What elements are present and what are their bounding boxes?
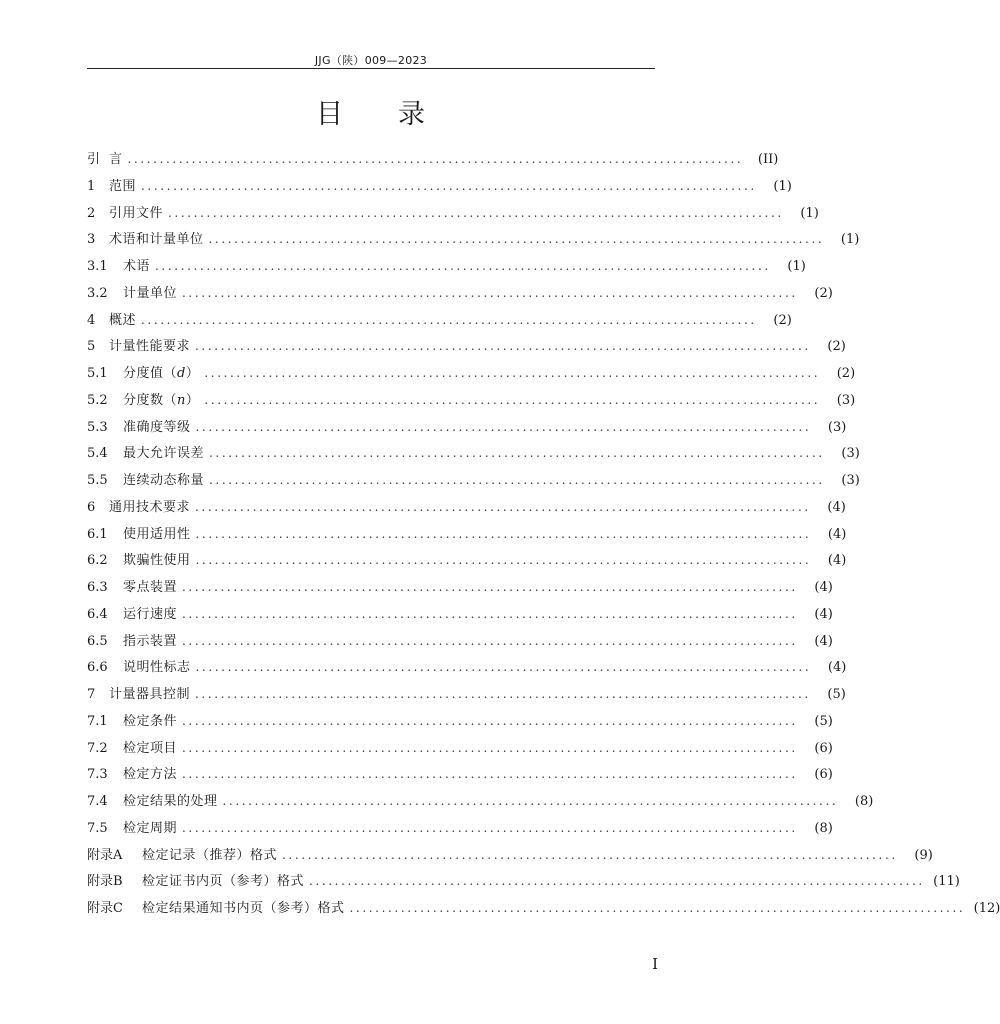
toc-entry-label-text: 术语和计量单位	[109, 232, 204, 248]
table-of-contents	[87, 146, 1000, 922]
toc-entry[interactable]	[87, 654, 847, 681]
toc-entry[interactable]	[87, 815, 833, 842]
toc-entry-number: 2	[87, 205, 96, 221]
toc-entry-label	[109, 174, 136, 201]
toc-entry-label-text: 计量器具控制	[109, 687, 191, 702]
toc-entry-label	[123, 736, 177, 763]
toc-entry-label	[109, 334, 190, 361]
toc-dot-leader: ................................................................................................	[182, 820, 798, 835]
toc-entry-label	[109, 495, 190, 522]
toc-entry-label-text: 检定项目	[123, 740, 178, 756]
toc-dot-leader: ................................................................................................	[168, 205, 784, 220]
toc-entry[interactable]	[87, 547, 847, 574]
toc-entry-label-text: 说明性标志	[123, 660, 191, 676]
toc-entry[interactable]	[87, 628, 833, 655]
toc-dot-leader: ................................................................................................	[182, 740, 798, 755]
toc-entry-number: 5.3	[87, 419, 108, 435]
toc-entry-number: 7.3	[87, 767, 108, 783]
toc-entry-label	[142, 869, 304, 896]
toc-entry-label	[123, 254, 150, 281]
toc-dot-leader: ................................................................................................	[208, 232, 825, 247]
toc-entry-label-text: 概述	[109, 312, 137, 328]
toc-dot-leader: ................................................................................................	[222, 794, 839, 808]
toc-dot-leader: ................................................................................................	[141, 178, 757, 193]
toc-entry-label-text: 检定结果的处理	[123, 794, 218, 809]
toc-dot-leader: ................................................................................................	[195, 339, 811, 354]
toc-entry-label	[109, 682, 190, 709]
toc-dot-leader: ................................................................................................	[182, 285, 798, 300]
toc-entry[interactable]	[87, 761, 833, 788]
toc-entry[interactable]	[87, 146, 779, 173]
toc-entry[interactable]	[87, 333, 846, 360]
toc-entry[interactable]	[87, 601, 833, 628]
toc-entry-label	[142, 896, 345, 923]
toc-dot-leader: ................................................................................................	[195, 499, 811, 514]
toc-entry-symbol: d	[177, 366, 186, 381]
toc-entry-page: (3)	[836, 392, 856, 408]
header-rule	[87, 68, 655, 69]
toc-entry-label	[142, 843, 277, 870]
toc-entry-page: (1)	[800, 205, 819, 221]
toc-entry-number: 5.1	[87, 366, 108, 381]
toc-entry-number: 6	[87, 499, 96, 515]
toc-entry-label-text: 最大允许误差	[123, 446, 205, 462]
toc-entry[interactable]	[87, 440, 860, 467]
toc-entry-number: 7.4	[87, 794, 108, 809]
toc-entry-page: (3)	[827, 419, 847, 435]
toc-entry-label	[123, 361, 199, 388]
toc-entry-number: 附录C	[87, 901, 123, 916]
toc-entry-label-text: 分度数（	[123, 392, 178, 408]
toc-entry-number: 6.4	[87, 606, 108, 622]
toc-entry-label	[123, 441, 204, 468]
toc-entry-number: 3.2	[87, 285, 108, 301]
toc-entry-label	[123, 789, 218, 816]
toc-dot-leader: ................................................................................................	[182, 767, 798, 782]
toc-entry-page: (3)	[841, 473, 860, 488]
title-char-1: 目	[316, 99, 344, 130]
toc-entry-label	[123, 816, 177, 843]
toc-entry-label	[123, 388, 199, 415]
toc-dot-leader: ................................................................................................	[209, 473, 825, 487]
page-number: I	[652, 955, 658, 973]
toc-entry-label-text: 零点装置	[123, 580, 178, 595]
title-char-2: 录	[398, 99, 426, 130]
toc-entry-number: 5.4	[87, 446, 108, 462]
toc-dot-leader: ................................................................................................	[182, 713, 798, 728]
toc-entry-page: (4)	[827, 499, 846, 515]
toc-entry[interactable]	[87, 521, 847, 548]
toc-entry-page: (11)	[933, 874, 960, 890]
toc-entry-number: 6.2	[87, 553, 108, 569]
toc-dot-leader: ................................................................................................	[182, 633, 798, 648]
toc-entry-number: 引	[87, 152, 101, 167]
toc-dot-leader: ................................................................................................	[209, 446, 825, 461]
toc-entry[interactable]	[87, 307, 792, 334]
toc-entry[interactable]	[87, 842, 933, 869]
toc-dot-leader: ................................................................................................	[282, 847, 898, 862]
toc-entry-page: (1)	[840, 232, 860, 248]
toc-entry-page: (4)	[814, 633, 833, 649]
toc-dot-leader: ................................................................................................	[127, 152, 744, 166]
toc-entry-label-text: 检定结果通知书内页（参考）格式	[142, 901, 345, 916]
toc-entry-page: (2)	[814, 285, 833, 301]
toc-entry-number: 3	[87, 232, 96, 248]
toc-entry-number: 5	[87, 339, 96, 355]
toc-entry-label	[123, 709, 177, 736]
toc-entry[interactable]	[87, 253, 806, 280]
toc-entry[interactable]	[87, 280, 833, 307]
toc-entry-label-text: 检定条件	[123, 713, 178, 729]
toc-entry-label-text: 检定周期	[123, 820, 178, 836]
toc-entry-label-text: 运行速度	[123, 606, 178, 622]
toc-entry-label	[123, 548, 191, 575]
toc-entry-number: 1	[87, 178, 96, 194]
toc-dot-leader: ................................................................................................	[195, 526, 812, 541]
toc-dot-leader: ................................................................................................	[182, 580, 798, 594]
toc-dot-leader: ................................................................................................	[182, 606, 798, 621]
toc-entry[interactable]	[87, 494, 846, 521]
toc-entry-label	[109, 227, 204, 254]
toc-entry-page: (II)	[757, 152, 779, 167]
toc-entry-label-text: 言	[109, 152, 123, 167]
toc-entry-number: 3.1	[87, 259, 108, 274]
toc-entry-label	[123, 602, 177, 629]
toc-dot-leader: ................................................................................................	[309, 874, 925, 889]
toc-entry-page: (8)	[814, 820, 833, 836]
toc-entry-label-text: ）	[185, 366, 200, 381]
toc-dot-leader: ................................................................................................	[195, 660, 812, 675]
toc-entry-number: 5.2	[87, 392, 108, 408]
toc-entry-number: 6.3	[87, 580, 108, 595]
toc-dot-leader: ................................................................................................	[349, 901, 966, 915]
toc-dot-leader: ................................................................................................	[204, 392, 821, 407]
toc-entry-label	[123, 415, 191, 442]
toc-entry-label-text: 范围	[109, 178, 137, 194]
toc-entry-number: 7	[87, 687, 96, 702]
toc-entry-label-text: 检定方法	[123, 767, 178, 783]
toc-entry-number: 4	[87, 312, 96, 328]
toc-entry-number: 5.5	[87, 473, 108, 488]
running-header: JJG（陕）009—2023	[314, 54, 428, 67]
toc-entry[interactable]	[87, 681, 846, 708]
toc-entry-page: (9)	[914, 847, 933, 863]
toc-entry-page: (2)	[827, 339, 846, 355]
toc-entry-label	[123, 281, 177, 308]
toc-entry-label-text: 检定证书内页（参考）格式	[142, 874, 305, 890]
toc-entry[interactable]	[87, 708, 833, 735]
toc-entry-label-text: 准确度等级	[123, 419, 191, 435]
toc-entry-page: (4)	[814, 606, 833, 622]
toc-entry-page: (6)	[814, 740, 833, 756]
toc-entry-page: (4)	[814, 580, 833, 595]
toc-entry-label-text: 引用文件	[109, 205, 164, 221]
toc-entry-number: 附录B	[87, 874, 123, 890]
toc-dot-leader: ................................................................................................	[195, 687, 811, 701]
toc-entry-page: (4)	[827, 526, 847, 542]
toc-dot-leader: ................................................................................................	[155, 259, 771, 273]
toc-dot-leader: ................................................................................................	[195, 419, 812, 434]
toc-entry-label-text: 计量性能要求	[109, 339, 191, 355]
toc-entry-label	[123, 522, 191, 549]
toc-entry[interactable]	[87, 467, 860, 494]
toc-entry-page: (3)	[841, 446, 860, 462]
toc-entry-label-text: 连续动态称量	[123, 473, 205, 488]
toc-entry-page: (5)	[827, 687, 846, 702]
toc-entry-page: (2)	[836, 366, 856, 381]
toc-entry-page: (12)	[973, 901, 1000, 916]
toc-entry[interactable]	[87, 387, 856, 414]
toc-entry[interactable]	[87, 173, 792, 200]
toc-entry-page: (1)	[773, 178, 792, 194]
toc-dot-leader: ................................................................................................	[195, 553, 812, 568]
toc-entry[interactable]	[87, 868, 960, 895]
toc-entry-number: 6.1	[87, 526, 108, 542]
toc-entry-label	[109, 147, 123, 174]
toc-entry-number: 7.1	[87, 713, 108, 729]
toc-entry-page: (1)	[787, 259, 806, 274]
toc-entry[interactable]	[87, 226, 860, 253]
toc-entry-number: 附录A	[87, 847, 123, 863]
toc-entry-page: (4)	[827, 660, 847, 676]
toc-entry-label-text: 检定记录（推荐）格式	[142, 847, 278, 863]
toc-entry-label-text: 欺骗性使用	[123, 553, 191, 569]
toc-entry-page: (5)	[814, 713, 833, 729]
toc-entry-label-text: 分度值（	[123, 366, 178, 381]
toc-entry-label	[123, 655, 191, 682]
toc-entry-page: (4)	[827, 553, 847, 569]
toc-entry-number: 6.6	[87, 660, 108, 676]
toc-entry-label-text: 计量单位	[123, 285, 178, 301]
toc-dot-leader: ................................................................................................	[141, 312, 757, 327]
toc-entry[interactable]	[87, 360, 856, 387]
toc-entry[interactable]	[87, 414, 847, 441]
toc-entry-number: 6.5	[87, 633, 108, 649]
toc-entry-page: (8)	[854, 794, 874, 809]
page-title	[87, 99, 655, 131]
toc-entry[interactable]	[87, 788, 874, 815]
toc-entry[interactable]	[87, 200, 819, 227]
toc-entry-number: 7.2	[87, 740, 108, 756]
toc-entry-number: 7.5	[87, 820, 108, 836]
toc-entry-label	[109, 201, 163, 228]
toc-entry-page: (2)	[773, 312, 792, 328]
toc-dot-leader: ................................................................................................	[204, 366, 821, 380]
toc-entry-label	[123, 575, 177, 602]
toc-entry-symbol: n	[177, 392, 186, 408]
toc-entry[interactable]	[87, 895, 1000, 922]
toc-entry-label	[109, 308, 136, 335]
toc-entry-label	[123, 762, 177, 789]
toc-entry-label-text: ）	[185, 392, 200, 408]
toc-entry-page: (6)	[814, 767, 833, 783]
toc-entry[interactable]	[87, 574, 833, 601]
toc-entry-label	[123, 629, 177, 656]
toc-entry-label-text: 术语	[123, 259, 151, 274]
toc-entry-label-text: 指示装置	[123, 633, 178, 649]
toc-entry-label	[123, 468, 204, 495]
toc-entry[interactable]	[87, 735, 833, 762]
toc-entry-label-text: 使用适用性	[123, 526, 191, 542]
toc-entry-label-text: 通用技术要求	[109, 499, 191, 515]
